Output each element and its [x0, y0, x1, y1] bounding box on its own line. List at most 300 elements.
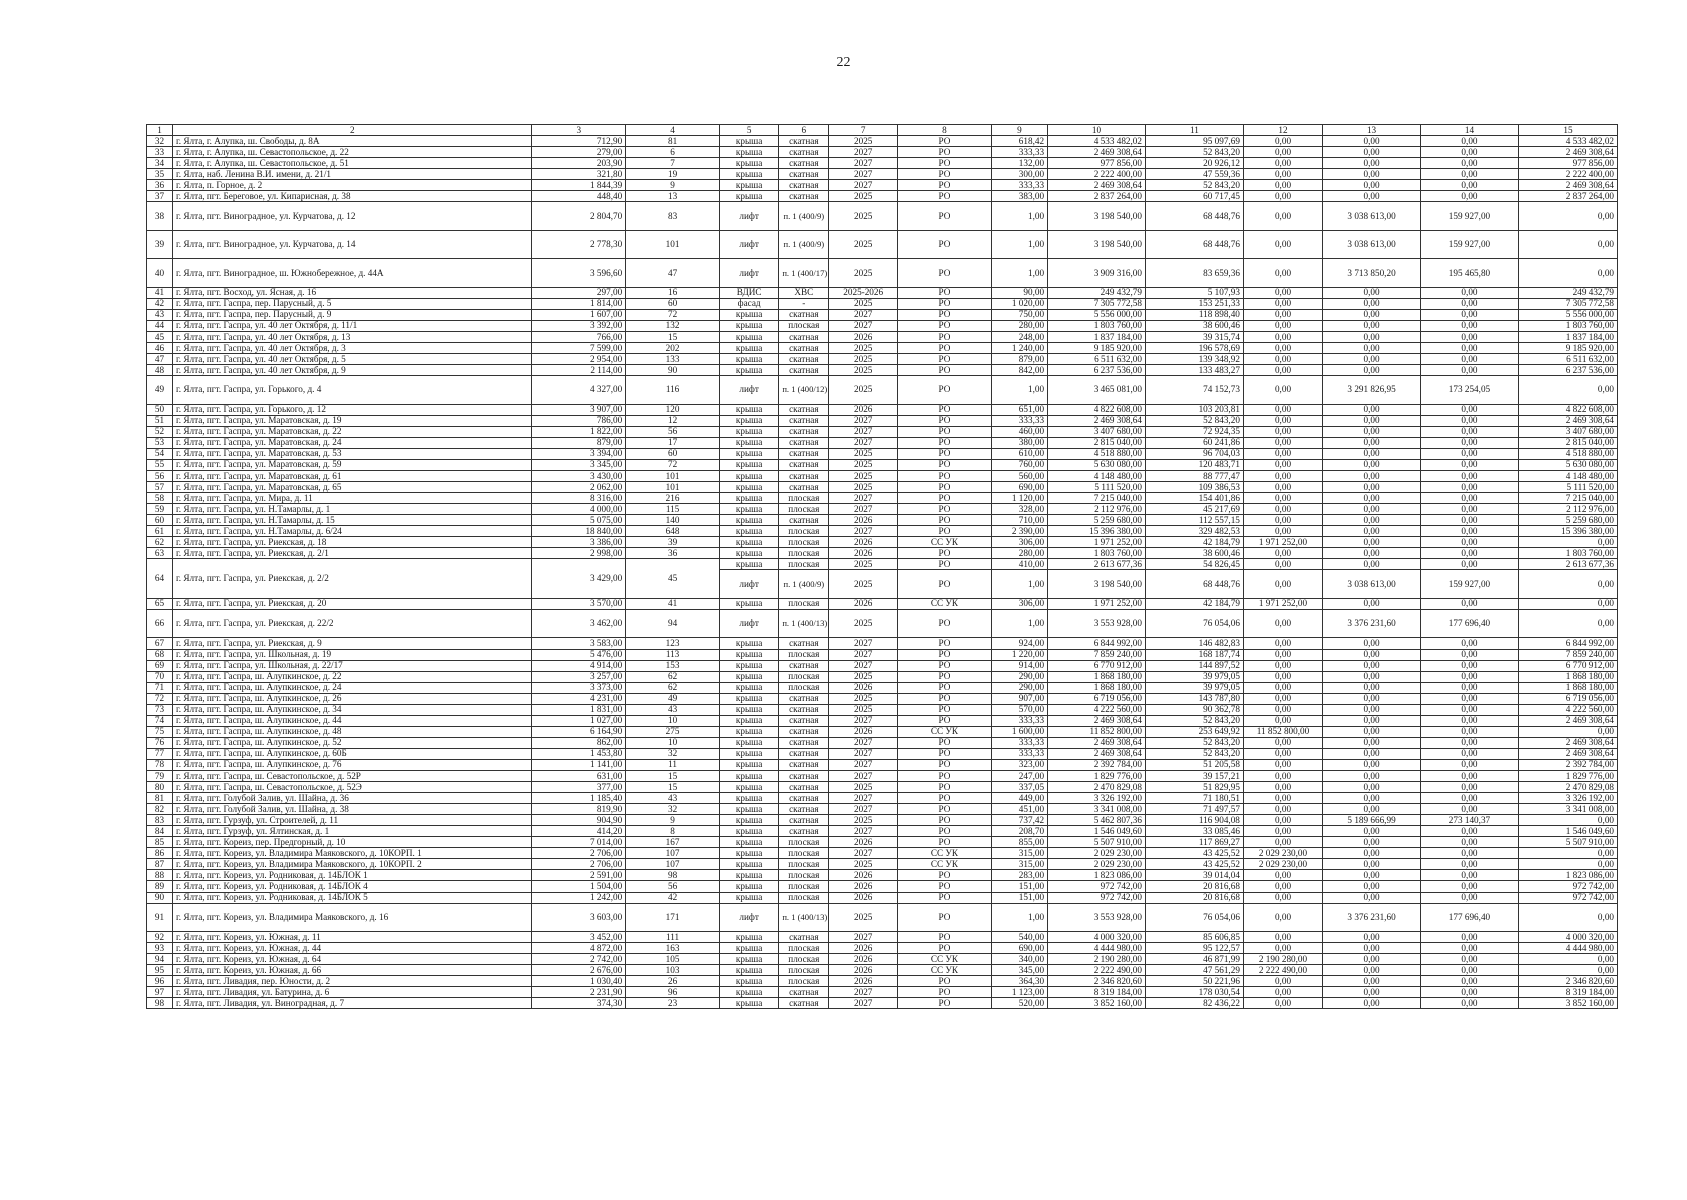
cell-volume: 1 220,00: [991, 649, 1047, 660]
cell-element: крыша: [719, 660, 778, 671]
cell-residents: 32: [626, 804, 720, 815]
cell-owners-funds: 0,00: [1243, 191, 1322, 202]
cell-address: г. Ялта, пгт. Гаспра, ул. Маратовская, д. 24: [173, 437, 532, 448]
cell-municipal-share: 0,00: [1421, 976, 1519, 987]
cell-source: РО: [898, 376, 992, 405]
cell-regional-share: 2 469 308,64: [1518, 748, 1617, 759]
cell-cost: 6 237 536,00: [1048, 365, 1146, 376]
cell-cost-per-unit: 47 559,36: [1145, 169, 1243, 180]
cell-municipal-share: 0,00: [1421, 682, 1519, 693]
cell-source: РО: [898, 354, 992, 365]
cell-total-area: 3 345,00: [532, 459, 626, 470]
table-row: [147, 848, 1618, 859]
cell-cost-per-unit: 88 777,47: [1145, 470, 1243, 481]
cell-fund-share: 0,00: [1323, 158, 1421, 169]
cell-municipal-share: 0,00: [1421, 987, 1519, 998]
cell-total-area: 4 000,00: [532, 504, 626, 515]
table-row: [147, 259, 1618, 288]
cell-volume: 1 600,00: [991, 726, 1047, 737]
cell-element: крыша: [719, 892, 778, 903]
cell-element-type: скатная: [779, 404, 829, 415]
cell-cost-per-unit: 20 816,68: [1145, 881, 1243, 892]
cell-year: 2026: [829, 965, 898, 976]
cell-element: крыша: [719, 998, 778, 1009]
cell-year: 2026: [829, 404, 898, 415]
cell-owners-funds: 0,00: [1243, 737, 1322, 748]
cell-municipal-share: 0,00: [1421, 954, 1519, 965]
cell-element-type: скатная: [779, 415, 829, 426]
cell-element-type: скатная: [779, 998, 829, 1009]
cell-total-area: 3 394,00: [532, 448, 626, 459]
table-row: [147, 837, 1618, 848]
cell-fund-share: 0,00: [1323, 298, 1421, 309]
cell-total-area: 1 141,00: [532, 759, 626, 770]
cell-source: СС УК: [898, 726, 992, 737]
cell-total-area: 448,40: [532, 191, 626, 202]
cell-municipal-share: 0,00: [1421, 548, 1519, 559]
cell-fund-share: 0,00: [1323, 726, 1421, 737]
cell-element: крыша: [719, 771, 778, 782]
cell-element-type: скатная: [779, 693, 829, 704]
table-row: [147, 470, 1618, 481]
cell-total-area: 4 914,00: [532, 660, 626, 671]
cell-year: 2027: [829, 158, 898, 169]
cell-row-number: 45: [147, 332, 173, 343]
cell-volume: 570,00: [991, 704, 1047, 715]
cell-element-type: плоская: [779, 493, 829, 504]
cell-element-type: скатная: [779, 169, 829, 180]
cell-element: крыша: [719, 671, 778, 682]
cell-address: г. Ялта, пгт. Кореиз, пер. Предгорный, д. 10: [173, 837, 532, 848]
cell-residents: 13: [626, 191, 720, 202]
cell-element-type: скатная: [779, 426, 829, 437]
cell-municipal-share: 0,00: [1421, 309, 1519, 320]
cell-residents: 72: [626, 309, 720, 320]
cell-element: крыша: [719, 526, 778, 537]
cell-volume: 345,00: [991, 965, 1047, 976]
cell-cost-per-unit: 83 659,36: [1145, 259, 1243, 288]
cell-regional-share: 2 112 976,00: [1518, 504, 1617, 515]
cell-fund-share: 0,00: [1323, 998, 1421, 1009]
cell-fund-share: 0,00: [1323, 365, 1421, 376]
cell-element: лифт: [719, 609, 778, 638]
cell-total-area: 3 596,60: [532, 259, 626, 288]
cell-municipal-share: 0,00: [1421, 848, 1519, 859]
cell-municipal-share: 0,00: [1421, 404, 1519, 415]
cell-cost: 4 222 560,00: [1048, 704, 1146, 715]
cell-year: 2025: [829, 230, 898, 259]
cell-municipal-share: 177 696,40: [1421, 903, 1519, 932]
cell-fund-share: 0,00: [1323, 870, 1421, 881]
cell-element: крыша: [719, 504, 778, 515]
cell-fund-share: 0,00: [1323, 826, 1421, 837]
cell-cost-per-unit: 52 843,20: [1145, 415, 1243, 426]
cell-element-type: скатная: [779, 704, 829, 715]
cell-element: лифт: [719, 202, 778, 231]
cell-source: РО: [898, 548, 992, 559]
cell-source: РО: [898, 793, 992, 804]
cell-total-area: 414,20: [532, 826, 626, 837]
cell-year: 2027: [829, 526, 898, 537]
cell-volume: 333,33: [991, 147, 1047, 158]
cell-source: РО: [898, 559, 992, 570]
cell-total-area: 2 998,00: [532, 548, 626, 559]
cell-owners-funds: 0,00: [1243, 459, 1322, 470]
cell-municipal-share: 0,00: [1421, 965, 1519, 976]
cell-row-number: 41: [147, 287, 173, 298]
table-row: [147, 298, 1618, 309]
cell-owners-funds: 0,00: [1243, 892, 1322, 903]
cell-element-type: скатная: [779, 771, 829, 782]
cell-element: крыша: [719, 320, 778, 331]
cell-cost-per-unit: 118 898,40: [1145, 309, 1243, 320]
cell-regional-share: 0,00: [1518, 859, 1617, 870]
cell-volume: 924,00: [991, 638, 1047, 649]
cell-row-number: 71: [147, 682, 173, 693]
table-row: [147, 609, 1618, 638]
table-row: [147, 815, 1618, 826]
cell-municipal-share: 0,00: [1421, 598, 1519, 609]
table-row: [147, 537, 1618, 548]
cell-municipal-share: 0,00: [1421, 693, 1519, 704]
cell-regional-share: 0,00: [1518, 230, 1617, 259]
cell-owners-funds: 0,00: [1243, 202, 1322, 231]
cell-fund-share: 0,00: [1323, 459, 1421, 470]
cell-cost: 6 844 992,00: [1048, 638, 1146, 649]
cell-owners-funds: 0,00: [1243, 748, 1322, 759]
cell-volume: 907,00: [991, 693, 1047, 704]
cell-source: РО: [898, 987, 992, 998]
cell-year: 2025: [829, 609, 898, 638]
cell-owners-funds: 0,00: [1243, 987, 1322, 998]
cell-total-area: 18 840,00: [532, 526, 626, 537]
cell-volume: 1,00: [991, 259, 1047, 288]
cell-owners-funds: 0,00: [1243, 932, 1322, 943]
cell-owners-funds: 0,00: [1243, 448, 1322, 459]
cell-owners-funds: 0,00: [1243, 570, 1322, 599]
cell-year: 2027: [829, 320, 898, 331]
cell-source: РО: [898, 415, 992, 426]
cell-regional-share: 0,00: [1518, 815, 1617, 826]
cell-element: крыша: [719, 815, 778, 826]
cell-cost: 2 392 784,00: [1048, 759, 1146, 770]
cell-element-type: скатная: [779, 343, 829, 354]
cell-fund-share: 0,00: [1323, 526, 1421, 537]
cell-total-area: 2 954,00: [532, 354, 626, 365]
cell-municipal-share: 0,00: [1421, 526, 1519, 537]
cell-element-type: скатная: [779, 804, 829, 815]
cell-row-number: 87: [147, 859, 173, 870]
table-row: [147, 771, 1618, 782]
cell-cost-per-unit: 60 241,86: [1145, 437, 1243, 448]
cell-cost: 6 719 056,00: [1048, 693, 1146, 704]
cell-total-area: 4 231,00: [532, 693, 626, 704]
cell-regional-share: 5 259 680,00: [1518, 515, 1617, 526]
cell-element-type: плоская: [779, 504, 829, 515]
cell-owners-funds: 11 852 800,00: [1243, 726, 1322, 737]
cell-address: г. Ялта, пгт. Кореиз, ул. Родниковая, д. 14БЛОК 1: [173, 870, 532, 881]
cell-address: г. Ялта, пгт. Гаспра, ш. Алупкинское, д. 48: [173, 726, 532, 737]
cell-regional-share: 5 556 000,00: [1518, 309, 1617, 320]
cell-cost-per-unit: 42 184,79: [1145, 598, 1243, 609]
cell-element-type: плоская: [779, 859, 829, 870]
cell-element-type: скатная: [779, 660, 829, 671]
cell-total-area: 904,90: [532, 815, 626, 826]
cell-municipal-share: 0,00: [1421, 537, 1519, 548]
cell-cost-per-unit: 117 869,27: [1145, 837, 1243, 848]
cell-row-number: 81: [147, 793, 173, 804]
cell-element-type: п. 1 (400/9): [779, 230, 829, 259]
cell-municipal-share: 0,00: [1421, 191, 1519, 202]
cell-owners-funds: 0,00: [1243, 660, 1322, 671]
cell-volume: 737,42: [991, 815, 1047, 826]
cell-owners-funds: 0,00: [1243, 343, 1322, 354]
cell-volume: 333,33: [991, 415, 1047, 426]
cell-regional-share: 1 868 180,00: [1518, 671, 1617, 682]
cell-source: РО: [898, 737, 992, 748]
cell-cost-per-unit: 178 030,54: [1145, 987, 1243, 998]
cell-owners-funds: 2 029 230,00: [1243, 859, 1322, 870]
cell-municipal-share: 0,00: [1421, 459, 1519, 470]
cell-residents: 9: [626, 815, 720, 826]
cell-fund-share: 0,00: [1323, 748, 1421, 759]
cell-owners-funds: 0,00: [1243, 259, 1322, 288]
cell-year: 2025: [829, 298, 898, 309]
cell-volume: 710,00: [991, 515, 1047, 526]
cell-address: г. Ялта, пгт. Гаспра, ш. Севастопольское, д. 52Р: [173, 771, 532, 782]
cell-owners-funds: 0,00: [1243, 470, 1322, 481]
cell-municipal-share: 159 927,00: [1421, 570, 1519, 599]
cell-row-number: 70: [147, 671, 173, 682]
cell-volume: 690,00: [991, 482, 1047, 493]
cell-address: г. Ялта, пгт. Гаспра, ш. Алупкинское, д. 44: [173, 715, 532, 726]
cell-cost: 2 029 230,00: [1048, 859, 1146, 870]
table-row: [147, 426, 1618, 437]
cell-cost-per-unit: 329 482,53: [1145, 526, 1243, 537]
cell-cost-per-unit: 52 843,20: [1145, 737, 1243, 748]
cell-total-area: 1 844,39: [532, 180, 626, 191]
cell-residents: 7: [626, 158, 720, 169]
cell-year: 2025: [829, 343, 898, 354]
cell-owners-funds: 0,00: [1243, 230, 1322, 259]
cell-residents: 81: [626, 136, 720, 147]
cell-address: г. Ялта, пгт. Гаспра, ш. Алупкинское, д. 26: [173, 693, 532, 704]
cell-address: г. Ялта, наб. Ленина В.И. имени, д. 21/1: [173, 169, 532, 180]
cell-volume: 651,00: [991, 404, 1047, 415]
cell-fund-share: 3 713 850,20: [1323, 259, 1421, 288]
cell-element: крыша: [719, 147, 778, 158]
cell-year: 2025: [829, 459, 898, 470]
cell-owners-funds: 0,00: [1243, 180, 1322, 191]
cell-cost: 2 469 308,64: [1048, 715, 1146, 726]
cell-residents: 83: [626, 202, 720, 231]
cell-volume: 842,00: [991, 365, 1047, 376]
cell-element: лифт: [719, 259, 778, 288]
cell-residents: 101: [626, 482, 720, 493]
cell-source: РО: [898, 837, 992, 848]
cell-municipal-share: 0,00: [1421, 771, 1519, 782]
cell-owners-funds: 0,00: [1243, 815, 1322, 826]
cell-cost: 4 148 480,00: [1048, 470, 1146, 481]
cell-cost-per-unit: 20 926,12: [1145, 158, 1243, 169]
cell-year: 2025: [829, 693, 898, 704]
cell-element: крыша: [719, 693, 778, 704]
cell-source: РО: [898, 158, 992, 169]
header-col-2: 2: [173, 125, 532, 136]
cell-total-area: 321,80: [532, 169, 626, 180]
table-row: [147, 526, 1618, 537]
cell-source: РО: [898, 704, 992, 715]
cell-source: РО: [898, 804, 992, 815]
cell-owners-funds: 0,00: [1243, 998, 1322, 1009]
table-row: [147, 404, 1618, 415]
cell-volume: 560,00: [991, 470, 1047, 481]
cell-owners-funds: 0,00: [1243, 903, 1322, 932]
cell-element: крыша: [719, 848, 778, 859]
cell-element: крыша: [719, 459, 778, 470]
cell-regional-share: 6 237 536,00: [1518, 365, 1617, 376]
cell-year: 2026: [829, 515, 898, 526]
cell-volume: 610,00: [991, 448, 1047, 459]
cell-address: г. Ялта, пгт. Гаспра, ул. Маратовская, д. 19: [173, 415, 532, 426]
cell-cost: 7 305 772,58: [1048, 298, 1146, 309]
cell-cost: 972 742,00: [1048, 892, 1146, 903]
cell-fund-share: 3 038 613,00: [1323, 570, 1421, 599]
cell-fund-share: 0,00: [1323, 682, 1421, 693]
cell-municipal-share: 0,00: [1421, 287, 1519, 298]
table-row: [147, 515, 1618, 526]
table-row: [147, 943, 1618, 954]
cell-year: 2025: [829, 191, 898, 202]
cell-residents: 45: [626, 559, 720, 599]
cell-volume: 1,00: [991, 376, 1047, 405]
table-row: [147, 287, 1618, 298]
cell-element: крыша: [719, 793, 778, 804]
cell-volume: 1 240,00: [991, 343, 1047, 354]
cell-residents: 60: [626, 448, 720, 459]
cell-regional-share: 2 470 829,08: [1518, 782, 1617, 793]
cell-cost-per-unit: 196 578,69: [1145, 343, 1243, 354]
cell-volume: 290,00: [991, 671, 1047, 682]
cell-year: 2025: [829, 815, 898, 826]
table-row: [147, 559, 1618, 570]
cell-residents: 16: [626, 287, 720, 298]
cell-fund-share: 0,00: [1323, 470, 1421, 481]
cell-owners-funds: 0,00: [1243, 354, 1322, 365]
cell-cost-per-unit: 103 203,81: [1145, 404, 1243, 415]
cell-total-area: 712,90: [532, 136, 626, 147]
cell-address: г. Ялта, пгт. Ливадия, пер. Юности, д. 2: [173, 976, 532, 987]
cell-element: крыша: [719, 954, 778, 965]
cell-row-number: 36: [147, 180, 173, 191]
cell-municipal-share: 0,00: [1421, 437, 1519, 448]
cell-fund-share: 3 376 231,60: [1323, 903, 1421, 932]
cell-source: РО: [898, 638, 992, 649]
cell-row-number: 38: [147, 202, 173, 231]
cell-cost: 2 469 308,64: [1048, 737, 1146, 748]
table-row: [147, 415, 1618, 426]
cell-residents: 49: [626, 693, 720, 704]
cell-municipal-share: 0,00: [1421, 504, 1519, 515]
cell-address: г. Ялта, пгт. Гаспра, ул. Риекская, д. 22/2: [173, 609, 532, 638]
cell-element: крыша: [719, 158, 778, 169]
cell-element: крыша: [719, 804, 778, 815]
cell-element-type: скатная: [779, 191, 829, 202]
cell-regional-share: 5 111 520,00: [1518, 482, 1617, 493]
cell-residents: 6: [626, 147, 720, 158]
cell-element: крыша: [719, 309, 778, 320]
cell-cost: 1 546 049,60: [1048, 826, 1146, 837]
cell-fund-share: 0,00: [1323, 976, 1421, 987]
cell-volume: 328,00: [991, 504, 1047, 515]
cell-address: г. Ялта, пгт. Гаспра, ул. Школьная, д. 22/17: [173, 660, 532, 671]
cell-owners-funds: 0,00: [1243, 881, 1322, 892]
cell-cost: 977 856,00: [1048, 158, 1146, 169]
cell-year: 2026: [829, 870, 898, 881]
cell-element: крыша: [719, 704, 778, 715]
cell-cost: 4 518 880,00: [1048, 448, 1146, 459]
cell-owners-funds: 0,00: [1243, 649, 1322, 660]
cell-element-type: скатная: [779, 158, 829, 169]
cell-owners-funds: 0,00: [1243, 826, 1322, 837]
cell-source: РО: [898, 771, 992, 782]
cell-year: 2027: [829, 793, 898, 804]
cell-fund-share: 0,00: [1323, 638, 1421, 649]
cell-row-number: 55: [147, 459, 173, 470]
cell-residents: 163: [626, 943, 720, 954]
cell-volume: 333,33: [991, 748, 1047, 759]
cell-fund-share: 5 189 666,99: [1323, 815, 1421, 826]
cell-cost-per-unit: 39 979,05: [1145, 682, 1243, 693]
cell-cost-per-unit: 85 606,85: [1145, 932, 1243, 943]
cell-cost: 4 533 482,02: [1048, 136, 1146, 147]
cell-element-type: плоская: [779, 682, 829, 693]
cell-total-area: 3 603,00: [532, 903, 626, 932]
cell-residents: 132: [626, 320, 720, 331]
cell-residents: 116: [626, 376, 720, 405]
cell-source: РО: [898, 515, 992, 526]
capital-repair-table: [146, 124, 1618, 1009]
cell-regional-share: 0,00: [1518, 965, 1617, 976]
cell-regional-share: 0,00: [1518, 537, 1617, 548]
cell-cost-per-unit: 71 497,57: [1145, 804, 1243, 815]
cell-element-type: п. 1 (400/17): [779, 259, 829, 288]
cell-year: 2026: [829, 837, 898, 848]
cell-element-type: скатная: [779, 180, 829, 191]
cell-volume: 340,00: [991, 954, 1047, 965]
table-row: [147, 748, 1618, 759]
cell-address: г. Ялта, пгт. Гаспра, ш. Севастопольское, д. 52Э: [173, 782, 532, 793]
cell-cost-per-unit: 45 217,69: [1145, 504, 1243, 515]
cell-volume: 280,00: [991, 548, 1047, 559]
cell-cost: 2 190 280,00: [1048, 954, 1146, 965]
cell-year: 2027: [829, 932, 898, 943]
cell-row-number: 47: [147, 354, 173, 365]
cell-residents: 171: [626, 903, 720, 932]
cell-fund-share: 0,00: [1323, 559, 1421, 570]
cell-year: 2025: [829, 570, 898, 599]
cell-element-type: скатная: [779, 515, 829, 526]
cell-element: крыша: [719, 515, 778, 526]
cell-cost-per-unit: 120 483,71: [1145, 459, 1243, 470]
cell-address: г. Ялта, пгт. Гаспра, ул. Маратовская, д. 61: [173, 470, 532, 481]
cell-cost: 1 823 086,00: [1048, 870, 1146, 881]
cell-owners-funds: 0,00: [1243, 943, 1322, 954]
cell-regional-share: 2 837 264,00: [1518, 191, 1617, 202]
cell-row-number: 86: [147, 848, 173, 859]
cell-regional-share: 8 319 184,00: [1518, 987, 1617, 998]
table-row: [147, 987, 1618, 998]
